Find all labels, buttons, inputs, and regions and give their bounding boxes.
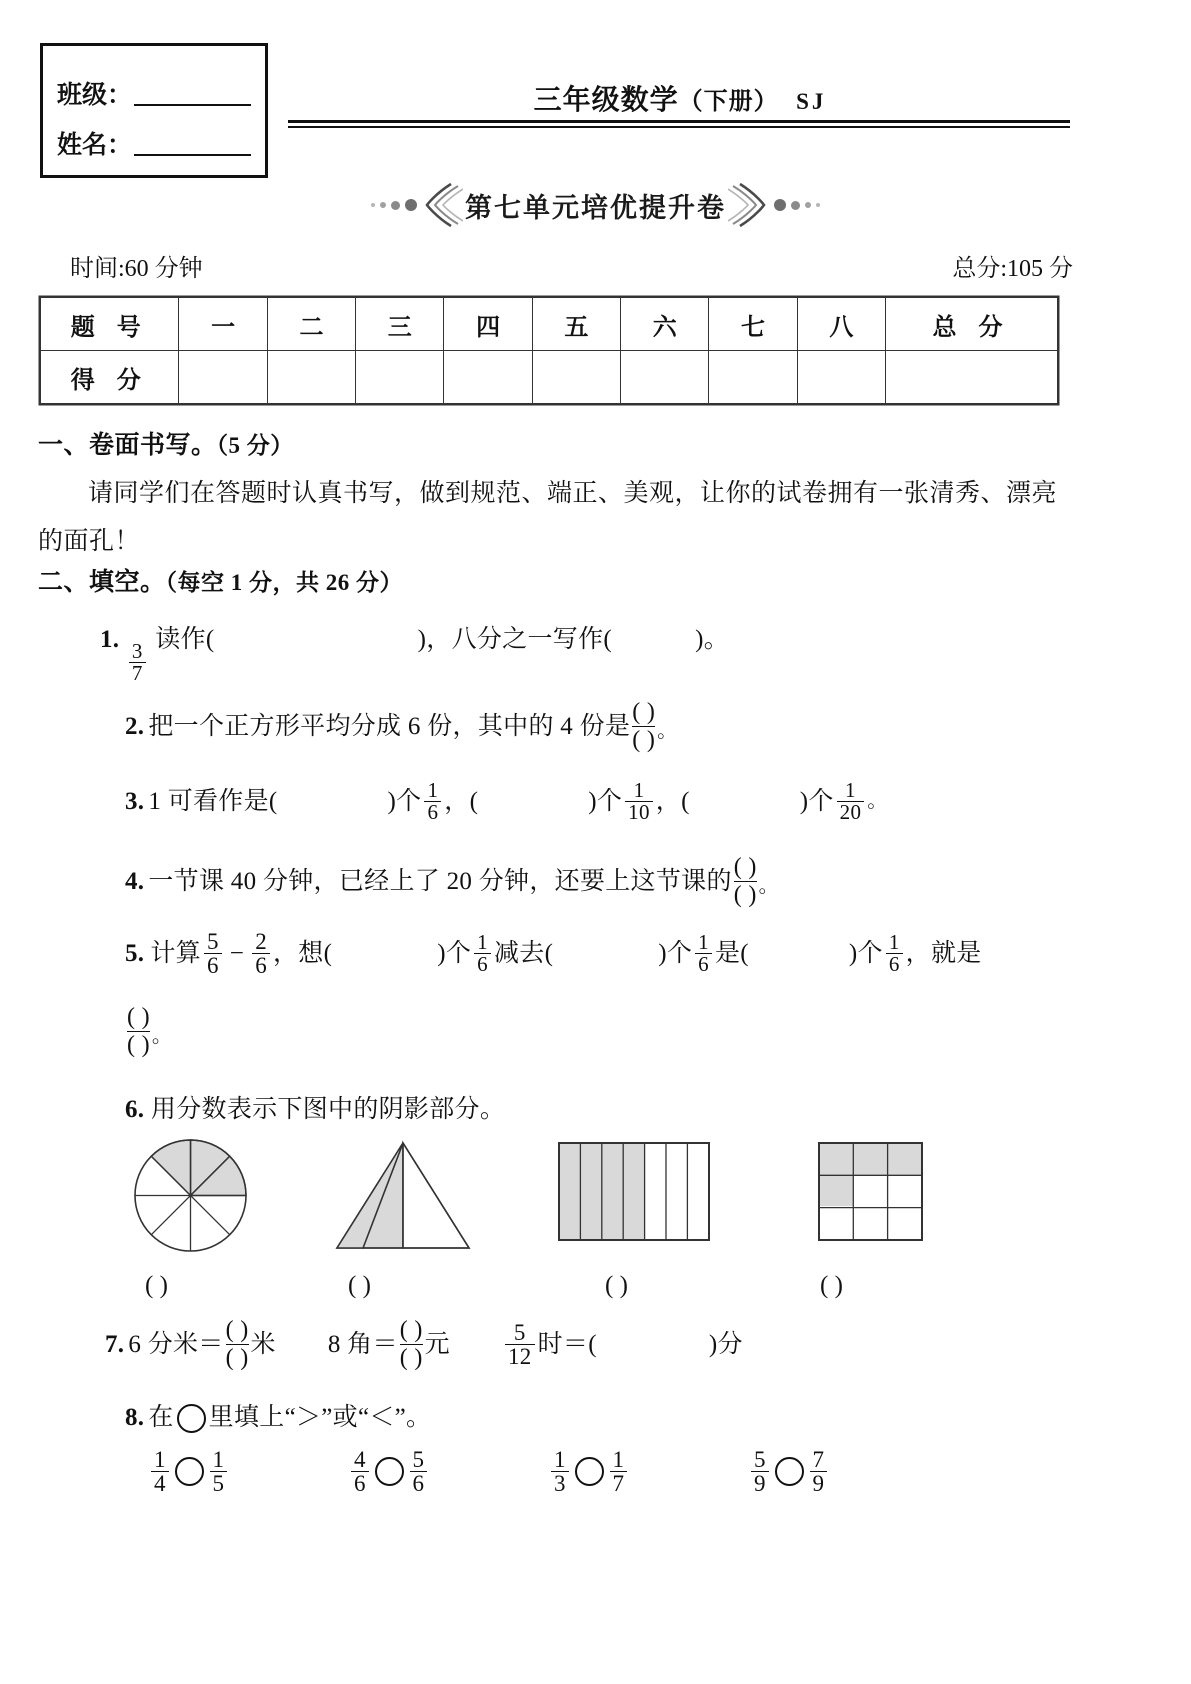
book-volume: （下册） xyxy=(678,89,779,115)
question-5-number: 5. xyxy=(125,939,145,967)
book-code: SJ xyxy=(796,89,827,114)
q1-text-3: )。 xyxy=(695,626,730,653)
question-4 xyxy=(125,855,779,908)
q3-fraction-1: $\frac{1}{6}$ xyxy=(424,780,441,823)
name-input-line[interactable] xyxy=(134,126,251,156)
section-2-points: （每空 1 分，共 26 分） xyxy=(165,570,404,595)
score-col-6: 六 xyxy=(621,298,709,351)
section-1-title: 一、卷面书写。 xyxy=(38,432,217,459)
q5-fraction-5: $\frac{1}{6}$ xyxy=(886,932,903,975)
q8-text-a: 在 xyxy=(148,1404,174,1431)
score-table xyxy=(40,297,1058,404)
question-1-fraction xyxy=(129,641,146,684)
q6-answer-blank-4[interactable]: ( ) xyxy=(820,1272,843,1299)
q7-unit-b: 元 xyxy=(424,1330,450,1358)
score-col-2: 二 xyxy=(267,298,355,351)
q4-period: 。 xyxy=(758,875,779,898)
book-title-text: 三年级数学 xyxy=(533,85,679,116)
q5-answer-fraction[interactable] xyxy=(127,1005,150,1058)
q8-pair3-answer-circle[interactable] xyxy=(575,1457,604,1486)
q5-fraction-1: $\frac{5}{6}$ xyxy=(204,930,222,977)
score-col-total: 总 分 xyxy=(885,298,1057,351)
banner-dots-right xyxy=(774,199,820,211)
q3-fraction-2: $\frac{1}{10}$ xyxy=(625,780,653,823)
q7a-numerator-blank[interactable]: ( ) xyxy=(225,1317,249,1343)
question-2 xyxy=(125,700,677,753)
figure-square-grid-nine xyxy=(818,1142,923,1247)
name-label: 姓名： xyxy=(57,131,133,159)
score-cell-5[interactable] xyxy=(532,351,620,404)
q8-pair2-answer-circle[interactable] xyxy=(375,1457,404,1486)
score-col-8: 八 xyxy=(797,298,885,351)
question-2-number: 2. xyxy=(125,712,145,740)
question-6-answer-blanks xyxy=(0,1272,1191,1308)
q7-label-a: 6 分米＝ xyxy=(128,1330,224,1358)
q5-period: 。 xyxy=(151,1025,173,1048)
figure-triangle-three-parts xyxy=(333,1140,473,1257)
question-6-number: 6. xyxy=(125,1096,145,1123)
q4-text: 一节课 40 分钟，已经上了 20 分钟，还要上这节课的 xyxy=(148,867,732,895)
q1-text-2: )，八分之一写作( xyxy=(417,626,613,653)
q7-fraction-c: $\frac{5}{12}$ xyxy=(505,1321,535,1368)
q3-text-2: )个 xyxy=(387,787,422,815)
q5-text-4: 减去( xyxy=(493,939,554,967)
question-8-number: 8. xyxy=(125,1404,145,1431)
q3-text-4: )个 xyxy=(588,787,623,815)
q5-text-1: 计算 xyxy=(150,939,201,967)
q5-text-6: 是( xyxy=(714,939,749,967)
question-4-number: 4. xyxy=(125,867,145,895)
score-cell-8[interactable] xyxy=(797,351,885,404)
banner-dots-left xyxy=(371,199,417,211)
class-label: 班级： xyxy=(57,81,133,109)
book-title xyxy=(290,78,1070,118)
class-field-row xyxy=(43,61,265,111)
section-1-body: 请同学们在答题时认真书写，做到规范、端正、美观，让你的试卷拥有一张清秀、漂亮的面孔！ xyxy=(38,480,1058,555)
q5-fraction-3: $\frac{1}{6}$ xyxy=(474,932,491,975)
q7-label-b: 8 角＝ xyxy=(327,1330,398,1358)
q3-text-1: 1 可看作是( xyxy=(148,787,278,815)
q2-numerator-blank[interactable]: ( ) xyxy=(632,699,656,725)
q5-minus-sign: − xyxy=(229,939,245,967)
q8-pair4-left-fraction: $\frac{5}{9}$ xyxy=(751,1448,769,1495)
q3-fraction-3: $\frac{1}{20}$ xyxy=(837,780,865,823)
score-cell-3[interactable] xyxy=(356,351,444,404)
q1-text-1: 读作( xyxy=(155,626,215,653)
section-1-points: （5 分） xyxy=(216,433,294,458)
q5-text-2: ，想( xyxy=(273,939,333,967)
score-col-4: 四 xyxy=(444,298,532,351)
q6-answer-blank-2[interactable]: ( ) xyxy=(348,1272,371,1299)
banner-title: 第七单元培优提升卷 xyxy=(465,192,726,224)
q6-text: 用分数表示下图中的阴影部分。 xyxy=(150,1096,506,1123)
score-table-header-row xyxy=(41,298,1058,351)
q7-tail-c: )分 xyxy=(708,1330,743,1358)
score-row-label-points: 得 分 xyxy=(41,351,179,404)
page-header xyxy=(0,0,1191,235)
score-table-value-row xyxy=(41,351,1058,404)
exam-meta xyxy=(0,248,1191,284)
score-cell-2[interactable] xyxy=(267,351,355,404)
q2-answer-fraction[interactable] xyxy=(632,700,655,753)
q7b-numerator-blank[interactable]: ( ) xyxy=(399,1317,423,1343)
q3-text-5: ，( xyxy=(655,787,690,815)
q4-answer-fraction[interactable] xyxy=(734,855,757,908)
q5-text-3: )个 xyxy=(437,939,472,967)
q8-pair1-answer-circle[interactable] xyxy=(175,1457,204,1486)
q3-text-6: )个 xyxy=(799,787,834,815)
name-field-row xyxy=(43,111,265,161)
question-1-number: 1. xyxy=(100,626,120,653)
q5-fraction-2: $\frac{2}{6}$ xyxy=(252,930,270,977)
q7-unit-a: 米 xyxy=(250,1330,276,1358)
q4-denominator-blank[interactable]: ( ) xyxy=(733,882,757,909)
question-7-number: 7. xyxy=(105,1330,125,1358)
question-8 xyxy=(125,1398,431,1438)
q7a-denominator-blank[interactable]: ( ) xyxy=(225,1345,249,1372)
banner-right-bracket-icon xyxy=(728,182,774,228)
question-3-number: 3. xyxy=(125,787,145,815)
q1-frac-denominator: 7 xyxy=(129,662,146,684)
score-cell-1[interactable] xyxy=(179,351,267,404)
question-5-continued xyxy=(125,1005,172,1058)
exam-time: 时间:60 分钟 xyxy=(70,256,203,282)
q4-numerator-blank[interactable]: ( ) xyxy=(733,854,757,880)
score-col-5: 五 xyxy=(532,298,620,351)
score-cell-total[interactable] xyxy=(885,351,1057,404)
q5-text-8: ，就是 xyxy=(905,939,982,967)
q5-text-5: )个 xyxy=(658,939,693,967)
question-3 xyxy=(125,780,888,823)
q7-label-c: 时＝( xyxy=(537,1330,597,1358)
q8-compare-pair-2 xyxy=(348,1448,430,1495)
q7b-denominator-blank[interactable]: ( ) xyxy=(399,1345,423,1372)
q6-answer-blank-1[interactable]: ( ) xyxy=(145,1272,168,1299)
exam-total-score: 总分:105 分 xyxy=(952,256,1073,282)
section-2-heading xyxy=(38,562,403,598)
title-divider xyxy=(288,120,1070,128)
q2-denominator-blank[interactable]: ( ) xyxy=(632,727,656,754)
q5-numerator-blank[interactable]: ( ) xyxy=(127,1004,150,1030)
q7-answer-fraction-a[interactable] xyxy=(226,1318,249,1371)
score-cell-6[interactable] xyxy=(621,351,709,404)
section-1-heading xyxy=(38,425,294,461)
q2-text: 把一个正方形平均分成 6 份，其中的 4 份是 xyxy=(148,712,631,740)
q8-pair2-right-fraction: $\frac{5}{6}$ xyxy=(410,1448,428,1495)
question-6 xyxy=(125,1090,505,1130)
q8-circle-symbol-icon xyxy=(177,1404,206,1433)
q8-pair2-left-fraction: $\frac{4}{6}$ xyxy=(351,1448,369,1495)
q3-period: 。 xyxy=(867,790,888,812)
banner-left-bracket-icon xyxy=(417,182,463,228)
q8-pair1-right-fraction: $\frac{1}{5}$ xyxy=(210,1448,228,1495)
score-table-row-label: 题 号 xyxy=(41,298,179,351)
question-7 xyxy=(105,1318,743,1371)
q5-text-7: )个 xyxy=(848,939,883,967)
q2-period: 。 xyxy=(657,720,678,743)
class-input-line[interactable] xyxy=(134,76,251,106)
score-col-7: 七 xyxy=(709,298,797,351)
score-col-3: 三 xyxy=(356,298,444,351)
exam-banner xyxy=(0,182,1191,228)
q5-denominator-blank[interactable]: ( ) xyxy=(127,1032,150,1059)
q8-pair3-right-fraction: $\frac{1}{7}$ xyxy=(610,1448,628,1495)
score-cell-4[interactable] xyxy=(444,351,532,404)
figure-rectangle-seven-strips xyxy=(558,1142,710,1247)
q8-compare-pair-1 xyxy=(148,1448,230,1495)
q6-answer-blank-3[interactable]: ( ) xyxy=(605,1272,628,1299)
q8-compare-pair-4 xyxy=(748,1448,830,1495)
q8-pair3-left-fraction: $\frac{1}{3}$ xyxy=(551,1448,569,1495)
score-col-1: 一 xyxy=(179,298,267,351)
q8-text-b: 里填上“＞”或“＜”。 xyxy=(208,1404,432,1431)
figure-circle-eight-sectors xyxy=(133,1138,248,1258)
q3-text-3: ，( xyxy=(444,787,479,815)
q8-pair4-right-fraction: $\frac{7}{9}$ xyxy=(810,1448,828,1495)
q8-pair4-answer-circle[interactable] xyxy=(775,1457,804,1486)
q7-answer-fraction-b[interactable] xyxy=(400,1318,423,1371)
q5-fraction-4: $\frac{1}{6}$ xyxy=(695,932,712,975)
section-2-title: 二、填空。 xyxy=(38,569,166,596)
question-1 xyxy=(100,620,729,684)
student-info-box xyxy=(40,43,268,178)
question-5 xyxy=(125,930,982,977)
q8-compare-pair-3 xyxy=(548,1448,630,1495)
q8-pair1-left-fraction: $\frac{1}{4}$ xyxy=(151,1448,169,1495)
score-cell-7[interactable] xyxy=(709,351,797,404)
q1-frac-numerator: 3 xyxy=(131,639,143,664)
